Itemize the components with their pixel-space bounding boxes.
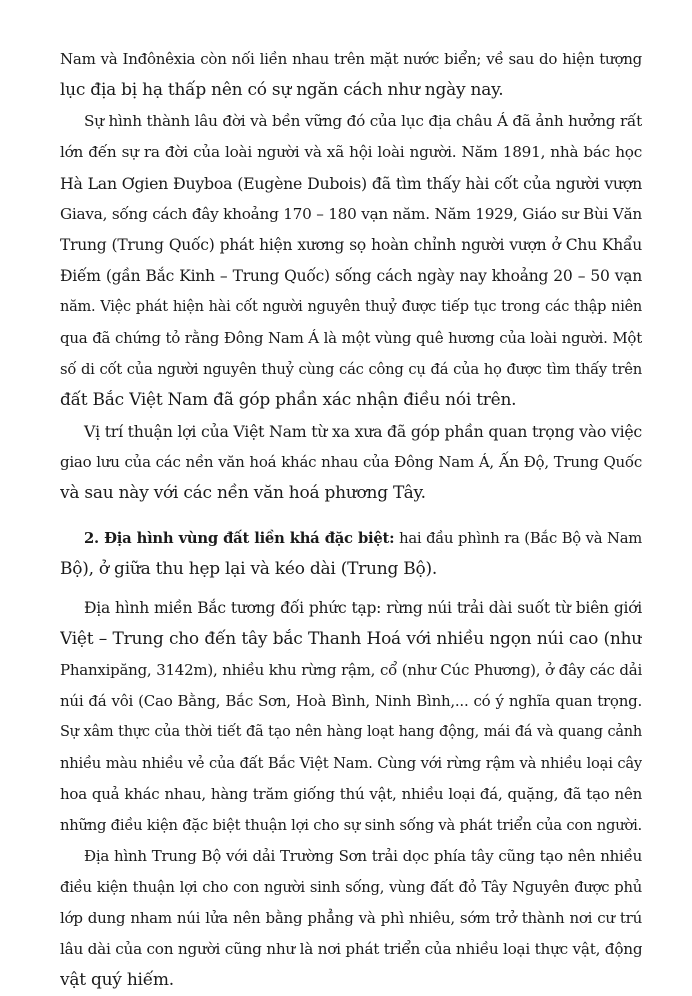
text-line: đất Bắc Việt Nam đã góp phần xác nhận điều nói trên. bbox=[60, 390, 517, 410]
text-line: núi đá vôi (Cao Bằng, Bắc Sơn, Hoà Bình, Ninh Bình,... có ý nghĩa quan trọng. bbox=[60, 692, 642, 710]
text-line: Vị trí thuận lợi của Việt Nam từ xa xưa đã góp phần quan trọng vào việc bbox=[84, 422, 642, 441]
text-line: Địa hình Trung Bộ với dải Trường Sơn trải dọc phía tây cũng tạo nên nhiều bbox=[84, 847, 642, 865]
section-2-terrain bbox=[60, 523, 642, 585]
text-line: số di cốt của người nguyên thuỷ cùng các công cụ đá của họ được tìm thấy trên bbox=[60, 361, 642, 378]
text-line: Điếm (gần Bắc Kinh – Trung Quốc) sống cách ngày nay khoảng 20 – 50 vạn bbox=[60, 267, 642, 285]
text-line: Trung (Trung Quốc) phát hiện xương sọ hoàn chỉnh người vượn ở Chu Khẩu bbox=[60, 236, 642, 254]
text-line: lâu dài của con người cũng như là nơi phát triển của nhiều loại thực vật, động bbox=[60, 940, 642, 958]
text-line: điều kiện thuận lợi cho con người sinh sống, vùng đất đỏ Tây Nguyên được phủ bbox=[60, 879, 642, 896]
paragraph-continuation bbox=[60, 44, 642, 106]
section-gap bbox=[60, 509, 642, 523]
text-line: Địa hình miền Bắc tương đối phức tạp: rừng núi trải dài suốt từ biên giới bbox=[84, 599, 642, 617]
text-line: giao lưu của các nền văn hoá khác nhau của Đông Nam Á, Ấn Độ, Trung Quốc bbox=[60, 453, 642, 471]
text-line: qua đã chứng tỏ rằng Đông Nam Á là một vùng quê hương của loài người. Một bbox=[60, 329, 642, 347]
section-heading: 2. Địa hình vùng đất liền khá đặc biệt: bbox=[84, 530, 395, 547]
text-line: Việt – Trung cho đến tây bắc Thanh Hoá với nhiều ngọn núi cao (như bbox=[60, 629, 642, 649]
text-line: Nam và Inđônêxia còn nối liền nhau trên mặt nước biển; về sau do hiện tượng bbox=[60, 50, 642, 68]
text-line: Sự hình thành lâu đời và bền vững đó của lục địa châu Á đã ảnh hưởng rất bbox=[84, 112, 642, 130]
section-heading-continuation: hai đầu phình ra (Bắc Bộ và Nam bbox=[394, 530, 642, 547]
text-line: nhiều màu nhiều vẻ của đất Bắc Việt Nam. Cùng với rừng rậm và nhiều loại cây bbox=[60, 755, 642, 772]
text-line bbox=[60, 523, 642, 554]
text-line: lớp dung nham núi lửa nên bằng phẳng và phì nhiêu, sớm trở thành nơi cư trú bbox=[60, 909, 642, 927]
paragraph-vietnam-position bbox=[60, 416, 642, 509]
text-line: vật quý hiếm. bbox=[60, 970, 174, 990]
text-line: Giava, sống cách đây khoảng 170 – 180 vạn năm. Năm 1929, Giáo sư Bùi Văn bbox=[60, 205, 642, 223]
paragraph-northern-terrain bbox=[60, 593, 642, 841]
text-line: hoa quả khác nhau, hàng trăm giống thú vật, nhiều loại đá, quặng, đã tạo nên bbox=[60, 785, 642, 803]
text-line: năm. Việc phát hiện hài cốt người nguyên thuỷ được tiếp tục trong các thập niên bbox=[60, 299, 642, 315]
text-line: lục địa bị hạ thấp nên có sự ngăn cách như ngày nay. bbox=[60, 80, 504, 100]
text-line: Phanxipăng, 3142m), nhiều khu rừng rậm, cổ (như Cúc Phương), ở đây các dải bbox=[60, 661, 642, 679]
text-line: Bộ), ở giữa thu hẹp lại và kéo dài (Trung Bộ). bbox=[60, 559, 438, 579]
text-line: Sự xâm thực của thời tiết đã tạo nên hàng loạt hang động, mái đá và quang cảnh bbox=[60, 724, 642, 740]
text-line: Hà Lan Ơgien Đuyboa (Eugène Dubois) đã tìm thấy hài cốt của người vượn bbox=[60, 174, 642, 193]
text-line: lớn đến sự ra đời của loài người và xã hội loài người. Năm 1891, nhà bác học bbox=[60, 143, 642, 161]
paragraph-asia-continent bbox=[60, 106, 642, 416]
paragraph-central-terrain bbox=[60, 841, 642, 996]
text-line: những điều kiện đặc biệt thuận lợi cho sự sinh sống và phát triển của con người. bbox=[60, 817, 642, 834]
section-gap bbox=[60, 585, 642, 593]
text-line: và sau này với các nền văn hoá phương Tây. bbox=[60, 483, 426, 503]
